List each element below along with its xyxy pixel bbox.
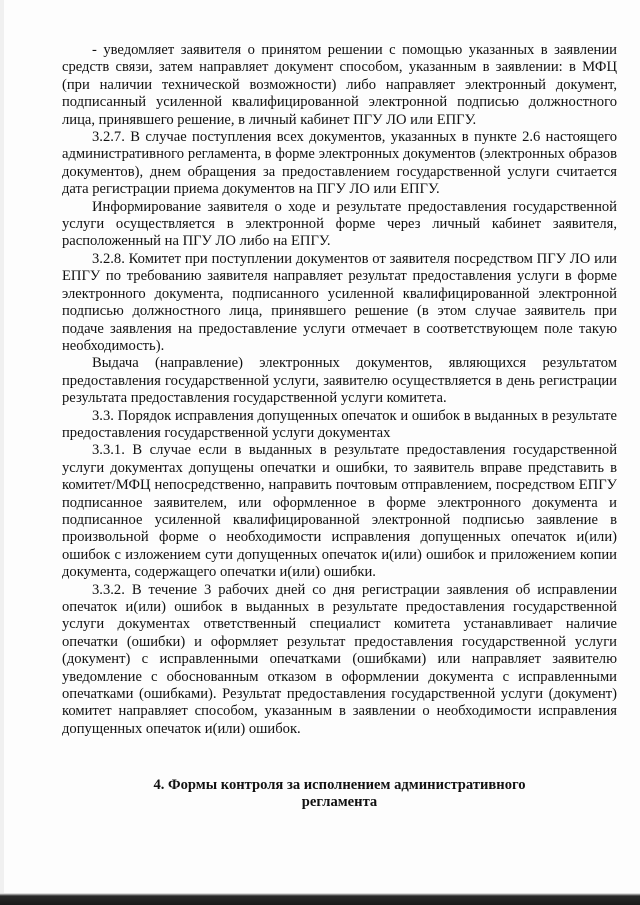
paragraph-issuance: Выдача (направление) электронных документов, являющихся результатом предоставления государственной услуги, заявителю осуществляется в день регистрации результата предоставления государственной услуги комитета. bbox=[62, 355, 617, 407]
paragraph-3-2-7: 3.2.7. В случае поступления всех документов, указанных в пункте 2.6 настоящего административного регламента, в форме электронных документов (электронных образов документов), днем обращения за предоставлением государственной услуги считается дата регистрации приема документов на ПГУ ЛО или ЕПГУ. bbox=[62, 129, 617, 198]
paragraph-3-3: 3.3. Порядок исправления допущенных опечаток и ошибок в выданных в результате предоставления государственной услуги документах bbox=[62, 407, 617, 441]
document-body bbox=[62, 42, 617, 738]
paragraph-notification: - уведомляет заявителя о принятом решении с помощью указанных в заявлении средств связи, затем направляет документ способом, указанным в заявлении: в МФЦ (при наличии технической возможности) либо направляет электронный документ, подписанный усиленной квалифицированной электронной подписью должностного лица, принявшего решение, в личный кабинет ПГУ ЛО или ЕПГУ. bbox=[62, 42, 617, 128]
paragraph-informing: Информирование заявителя о ходе и результате предоставления государственной услуги осуществляется в электронной форме через личный кабинет заявителя, расположенный на ПГУ ЛО либо на ЕПГУ. bbox=[62, 198, 617, 250]
section-4-heading bbox=[62, 777, 617, 812]
scan-shadow-left bbox=[0, 0, 4, 905]
scan-bottom-edge bbox=[0, 893, 640, 905]
paragraph-3-2-8: 3.2.8. Комитет при поступлении документов от заявителя посредством ПГУ ЛО или ЕПГУ по требованию заявителя направляет результат предоставления услуги в форме электронного документа, подписанного усиленной квалифицированной электронной подписью должностного лица, принявшего решение (в этом случае заявитель при подаче заявления на предоставление услуги отмечает в соответствующем поле такую необходимость). bbox=[62, 250, 617, 354]
paragraph-3-3-2: 3.3.2. В течение 3 рабочих дней со дня регистрации заявления об исправлении опечаток и(или) ошибок в выданных в результате предоставления государственной услуги документах ответственный специалист комитета устанавливает наличие опечатки (ошибки) и оформляет результат предоставления государственной услуги (документ) с исправленными опечатками (ошибками) или направляет заявителю уведомление с обоснованным отказом в оформлении документа с исправленными опечатками (ошибками). Результат предоставления государственной услуги (документ) комитет направляет способом, указанным в заявлении о необходимости исправления допущенных опечаток и(или) ошибок. bbox=[62, 581, 617, 737]
paragraph-3-3-1: 3.3.1. В случае если в выданных в результате предоставления государственной услуги документах допущены опечатки и ошибки, то заявитель вправе представить в комитет/МФЦ непосредственно, направить почтовым отправлением, посредством ЕПГУ подписанное заявителем, или оформленное в форме электронного документа и подписанное усиленной квалифицированной электронной подписью заявление в произвольной форме о необходимости исправления допущенных опечаток и(или) ошибок с изложением сути допущенных опечаток и(или) ошибок и приложением копии документа, содержащего опечатки и(или) ошибки. bbox=[62, 442, 617, 581]
section-4-heading-line-2: регламента bbox=[301, 794, 378, 811]
section-4-heading-line-1: 4. Формы контроля за исполнением административного bbox=[153, 777, 526, 793]
